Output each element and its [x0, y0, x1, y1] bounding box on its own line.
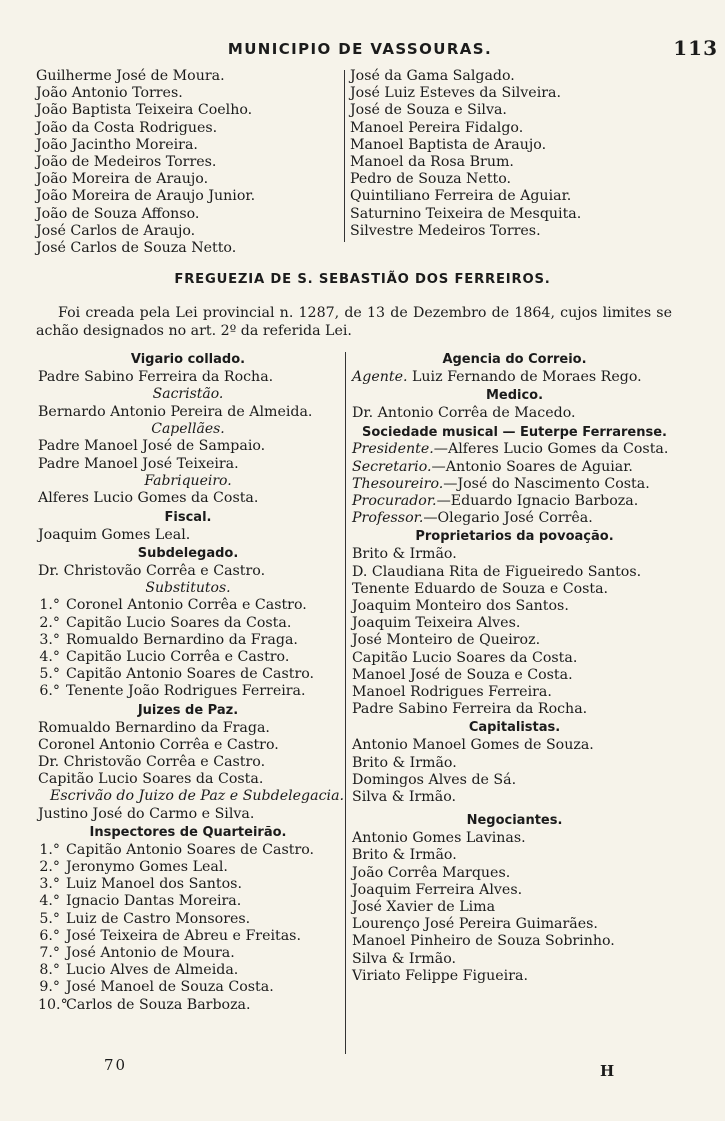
list-item: Lourenço José Pereira Guimarães. [352, 916, 598, 933]
list-item: Padre Manoel José de Sampaio. [38, 438, 266, 455]
item-number: 3.° [39, 631, 60, 648]
subheading: Proprietarios da povoação. [415, 529, 614, 545]
list-item: Tenente Eduardo de Souza e Costa. [352, 580, 609, 597]
list-item: Manoel Pinheiro de Souza Sobrinho. [352, 933, 615, 950]
list-item [38, 842, 338, 859]
list-item [38, 928, 338, 945]
list-item: Joaquim Gomes Leal. [38, 526, 191, 543]
list-item: João de Medeiros Torres. [36, 154, 217, 171]
column-divider [344, 70, 345, 242]
list-item: Capitão Lucio Soares da Costa. [352, 649, 578, 666]
list-item: Domingos Alves de Sá. [352, 771, 517, 788]
item-number: 8.° [39, 962, 60, 979]
list-item: José Carlos de Araujo. [36, 222, 196, 239]
subheading: Capitalistas. [468, 720, 561, 736]
list-item [38, 997, 338, 1014]
role-label: Presidente. [352, 441, 434, 458]
list-item [38, 945, 338, 962]
list-item: Romualdo Bernardino da Fraga. [38, 719, 270, 736]
list-item: Silva & Irmão. [352, 950, 457, 967]
item-name: —Alferes Lucio Gomes da Costa. [433, 441, 669, 458]
item-name: Capitão Lucio Soares da Costa. [66, 614, 292, 631]
list-item: Brito & Irmão. [352, 546, 457, 563]
subheading: Fiscal. [164, 509, 212, 525]
list-item: Padre Sabino Ferreira da Rocha. [38, 369, 274, 385]
list-item [38, 632, 338, 649]
item-number: 10.° [38, 996, 68, 1013]
list-item: João Baptista Teixeira Coelho. [36, 102, 253, 119]
subheading: Substitutos. [145, 579, 231, 596]
item-name: José Teixeira de Abreu e Freitas. [66, 927, 301, 944]
left-column [38, 350, 345, 1014]
subheading: Negociantes. [466, 813, 563, 829]
item-name: Capitão Antonio Soares de Castro. [66, 841, 315, 858]
item-name: —Eduardo Ignacio Barboza. [436, 493, 639, 510]
item-name: —José do Nascimento Costa. [443, 475, 650, 492]
subheading: Juizes de Paz. [137, 702, 239, 718]
item-number: 6.° [39, 683, 60, 700]
item-name: Jeronymo Gomes Leal. [66, 859, 228, 876]
item-number: 2.° [39, 614, 60, 631]
list-item: João da Costa Rodrigues. [36, 119, 218, 136]
list-item: Brito & Irmão. [352, 847, 457, 864]
list-item [352, 369, 677, 386]
subheading: Capellães. [151, 420, 225, 437]
item-name: Luiz Fernando de Moraes Rego. [411, 369, 642, 385]
list-item: João Corrêa Marques. [352, 864, 511, 881]
list-item: José Luiz Esteves da Silveira. [350, 85, 561, 102]
list-item: João de Souza Affonso. [36, 205, 200, 222]
item-name: Capitão Lucio Corrêa e Castro. [66, 649, 290, 666]
list-item [38, 649, 338, 666]
list-item: José Xavier de Lima [352, 899, 496, 916]
subheading: Inspectores de Quarteirão. [89, 824, 287, 840]
list-item: D. Claudiana Rita de Figueiredo Santos. [352, 563, 642, 580]
list-item [352, 441, 677, 458]
section-heading: FREGUEZIA DE S. SEBASTIÃO DOS FERREIROS. [174, 272, 551, 287]
page-number: 113 [673, 36, 718, 60]
right-column [352, 350, 677, 985]
item-number: 9.° [39, 979, 60, 996]
item-number: 5.° [39, 910, 60, 927]
list-item: Padre Sabino Ferreira da Rocha. [352, 701, 588, 718]
item-number: 3.° [39, 876, 60, 893]
role-label: Thesoureiro. [352, 475, 444, 492]
subheading: Sacristão. [152, 386, 224, 403]
page-title: MUNICIPIO DE VASSOURAS. [227, 40, 493, 58]
list-item: Alferes Lucio Gomes da Costa. [38, 490, 259, 507]
list-item: Antonio Gomes Lavinas. [352, 830, 526, 847]
list-item: Dr. Christovão Corrêa e Castro. [38, 754, 266, 771]
list-item: Coronel Antonio Corrêa e Castro. [38, 736, 279, 753]
list-item: João Moreira de Araujo. [36, 171, 209, 188]
signature-mark: 70 [104, 1056, 128, 1074]
item-number: 1.° [39, 841, 60, 858]
list-item: José de Souza e Silva. [350, 102, 507, 119]
section-intro: Foi creada pela Lei provincial n. 1287, de 13 de Dezembro de 1864, cujos limites se achão designados no art. 2º da referida Lei. [36, 305, 672, 339]
list-item: João Antonio Torres. [36, 85, 183, 102]
list-item: Padre Manoel José Teixeira. [38, 455, 239, 472]
gathering-mark: H [600, 1062, 615, 1080]
list-item: Silvestre Medeiros Torres. [350, 222, 541, 239]
list-item: Joaquim Teixeira Alves. [352, 615, 521, 632]
list-item [352, 510, 677, 527]
item-name: Luiz de Castro Monsores. [66, 910, 251, 927]
item-number: 2.° [39, 859, 60, 876]
list-item [38, 683, 338, 700]
item-number: 7.° [39, 945, 60, 962]
list-item: Saturnino Teixeira de Mesquita. [350, 205, 582, 222]
item-number: 4.° [39, 649, 60, 666]
list-item [38, 597, 338, 614]
list-item [38, 615, 338, 632]
list-item [38, 859, 338, 876]
role-label: Secretario. [352, 458, 432, 475]
list-item: Joaquim Ferreira Alves. [352, 881, 523, 898]
item-number: 1.° [39, 597, 60, 614]
subheading: Subdelegado. [137, 545, 239, 561]
list-item: Manoel Pereira Fidalgo. [350, 119, 524, 136]
list-item: Dr. Antonio Corrêa de Macedo. [352, 405, 576, 422]
list-item: Silva & Irmão. [352, 789, 457, 806]
item-name: Coronel Antonio Corrêa e Castro. [66, 597, 307, 614]
list-item: Manoel Rodrigues Ferreira. [352, 684, 552, 701]
list-item [38, 893, 338, 910]
residents-list-right [350, 68, 670, 240]
item-number: 6.° [39, 927, 60, 944]
item-name: Capitão Antonio Soares de Castro. [66, 666, 315, 683]
list-item [352, 459, 677, 476]
list-item: Manoel da Rosa Brum. [350, 154, 514, 171]
list-item: Manoel José de Souza e Costa. [352, 666, 573, 683]
list-item: Guilherme José de Moura. [36, 68, 225, 84]
list-item: Bernardo Antonio Pereira de Almeida. [38, 403, 313, 420]
subheading: Medico. [485, 388, 544, 404]
list-item: Antonio Manoel Gomes de Souza. [352, 737, 594, 754]
list-item: José Carlos de Souza Netto. [36, 240, 237, 257]
list-item: Brito & Irmão. [352, 754, 457, 771]
subheading: Escrivão do Juizo de Paz e Subdelegacia. [50, 788, 345, 805]
list-item [38, 666, 338, 683]
list-item: Pedro de Souza Netto. [350, 171, 512, 188]
list-item: Manoel Baptista de Araujo. [350, 136, 547, 153]
list-item: José Monteiro de Queiroz. [352, 632, 541, 649]
item-name: —Antonio Soares de Aguiar. [431, 458, 633, 475]
subheading: Agencia do Correio. [442, 352, 587, 367]
role-label: Agente. [352, 369, 408, 385]
item-name: Luiz Manoel dos Santos. [66, 876, 242, 893]
item-name: Ignacio Dantas Moreira. [66, 893, 242, 910]
subheading: Sociedade musical — Euterpe Ferrarense. [362, 425, 667, 441]
item-name: Romualdo Bernardino da Fraga. [66, 631, 298, 648]
item-number: 5.° [39, 666, 60, 683]
subheading: Vigario collado. [130, 352, 246, 367]
item-number: 4.° [39, 893, 60, 910]
page-header [30, 36, 718, 64]
item-name: Carlos de Souza Barboza. [66, 996, 251, 1013]
list-item [38, 962, 338, 979]
column-divider [345, 352, 346, 1054]
residents-list-left [36, 68, 346, 257]
list-item: Capitão Lucio Soares da Costa. [38, 771, 264, 788]
item-name: José Antonio de Moura. [66, 945, 235, 962]
list-item: Justino José do Carmo e Silva. [38, 805, 255, 822]
item-name: José Manoel de Souza Costa. [66, 979, 274, 996]
list-item [38, 911, 338, 928]
subheading: Fabriqueiro. [144, 472, 232, 489]
list-item [38, 979, 338, 996]
item-name: —Olegario José Corrêa. [423, 510, 593, 527]
list-item: Quintiliano Ferreira de Aguiar. [350, 188, 572, 205]
list-item: Joaquim Monteiro dos Santos. [352, 598, 569, 615]
list-item [352, 493, 677, 510]
item-name: Lucio Alves de Almeida. [66, 962, 239, 979]
role-label: Professor. [352, 510, 424, 527]
list-item [352, 476, 677, 493]
list-item: João Moreira de Araujo Junior. [36, 188, 256, 205]
item-name: Tenente João Rodrigues Ferreira. [66, 683, 306, 700]
role-label: Procurador. [352, 493, 437, 510]
list-item: José da Gama Salgado. [350, 68, 515, 84]
list-item [38, 876, 338, 893]
list-item: Viriato Felippe Figueira. [352, 967, 528, 984]
list-item: João Jacintho Moreira. [36, 136, 198, 153]
list-item: Dr. Christovão Corrêa e Castro. [38, 562, 266, 579]
